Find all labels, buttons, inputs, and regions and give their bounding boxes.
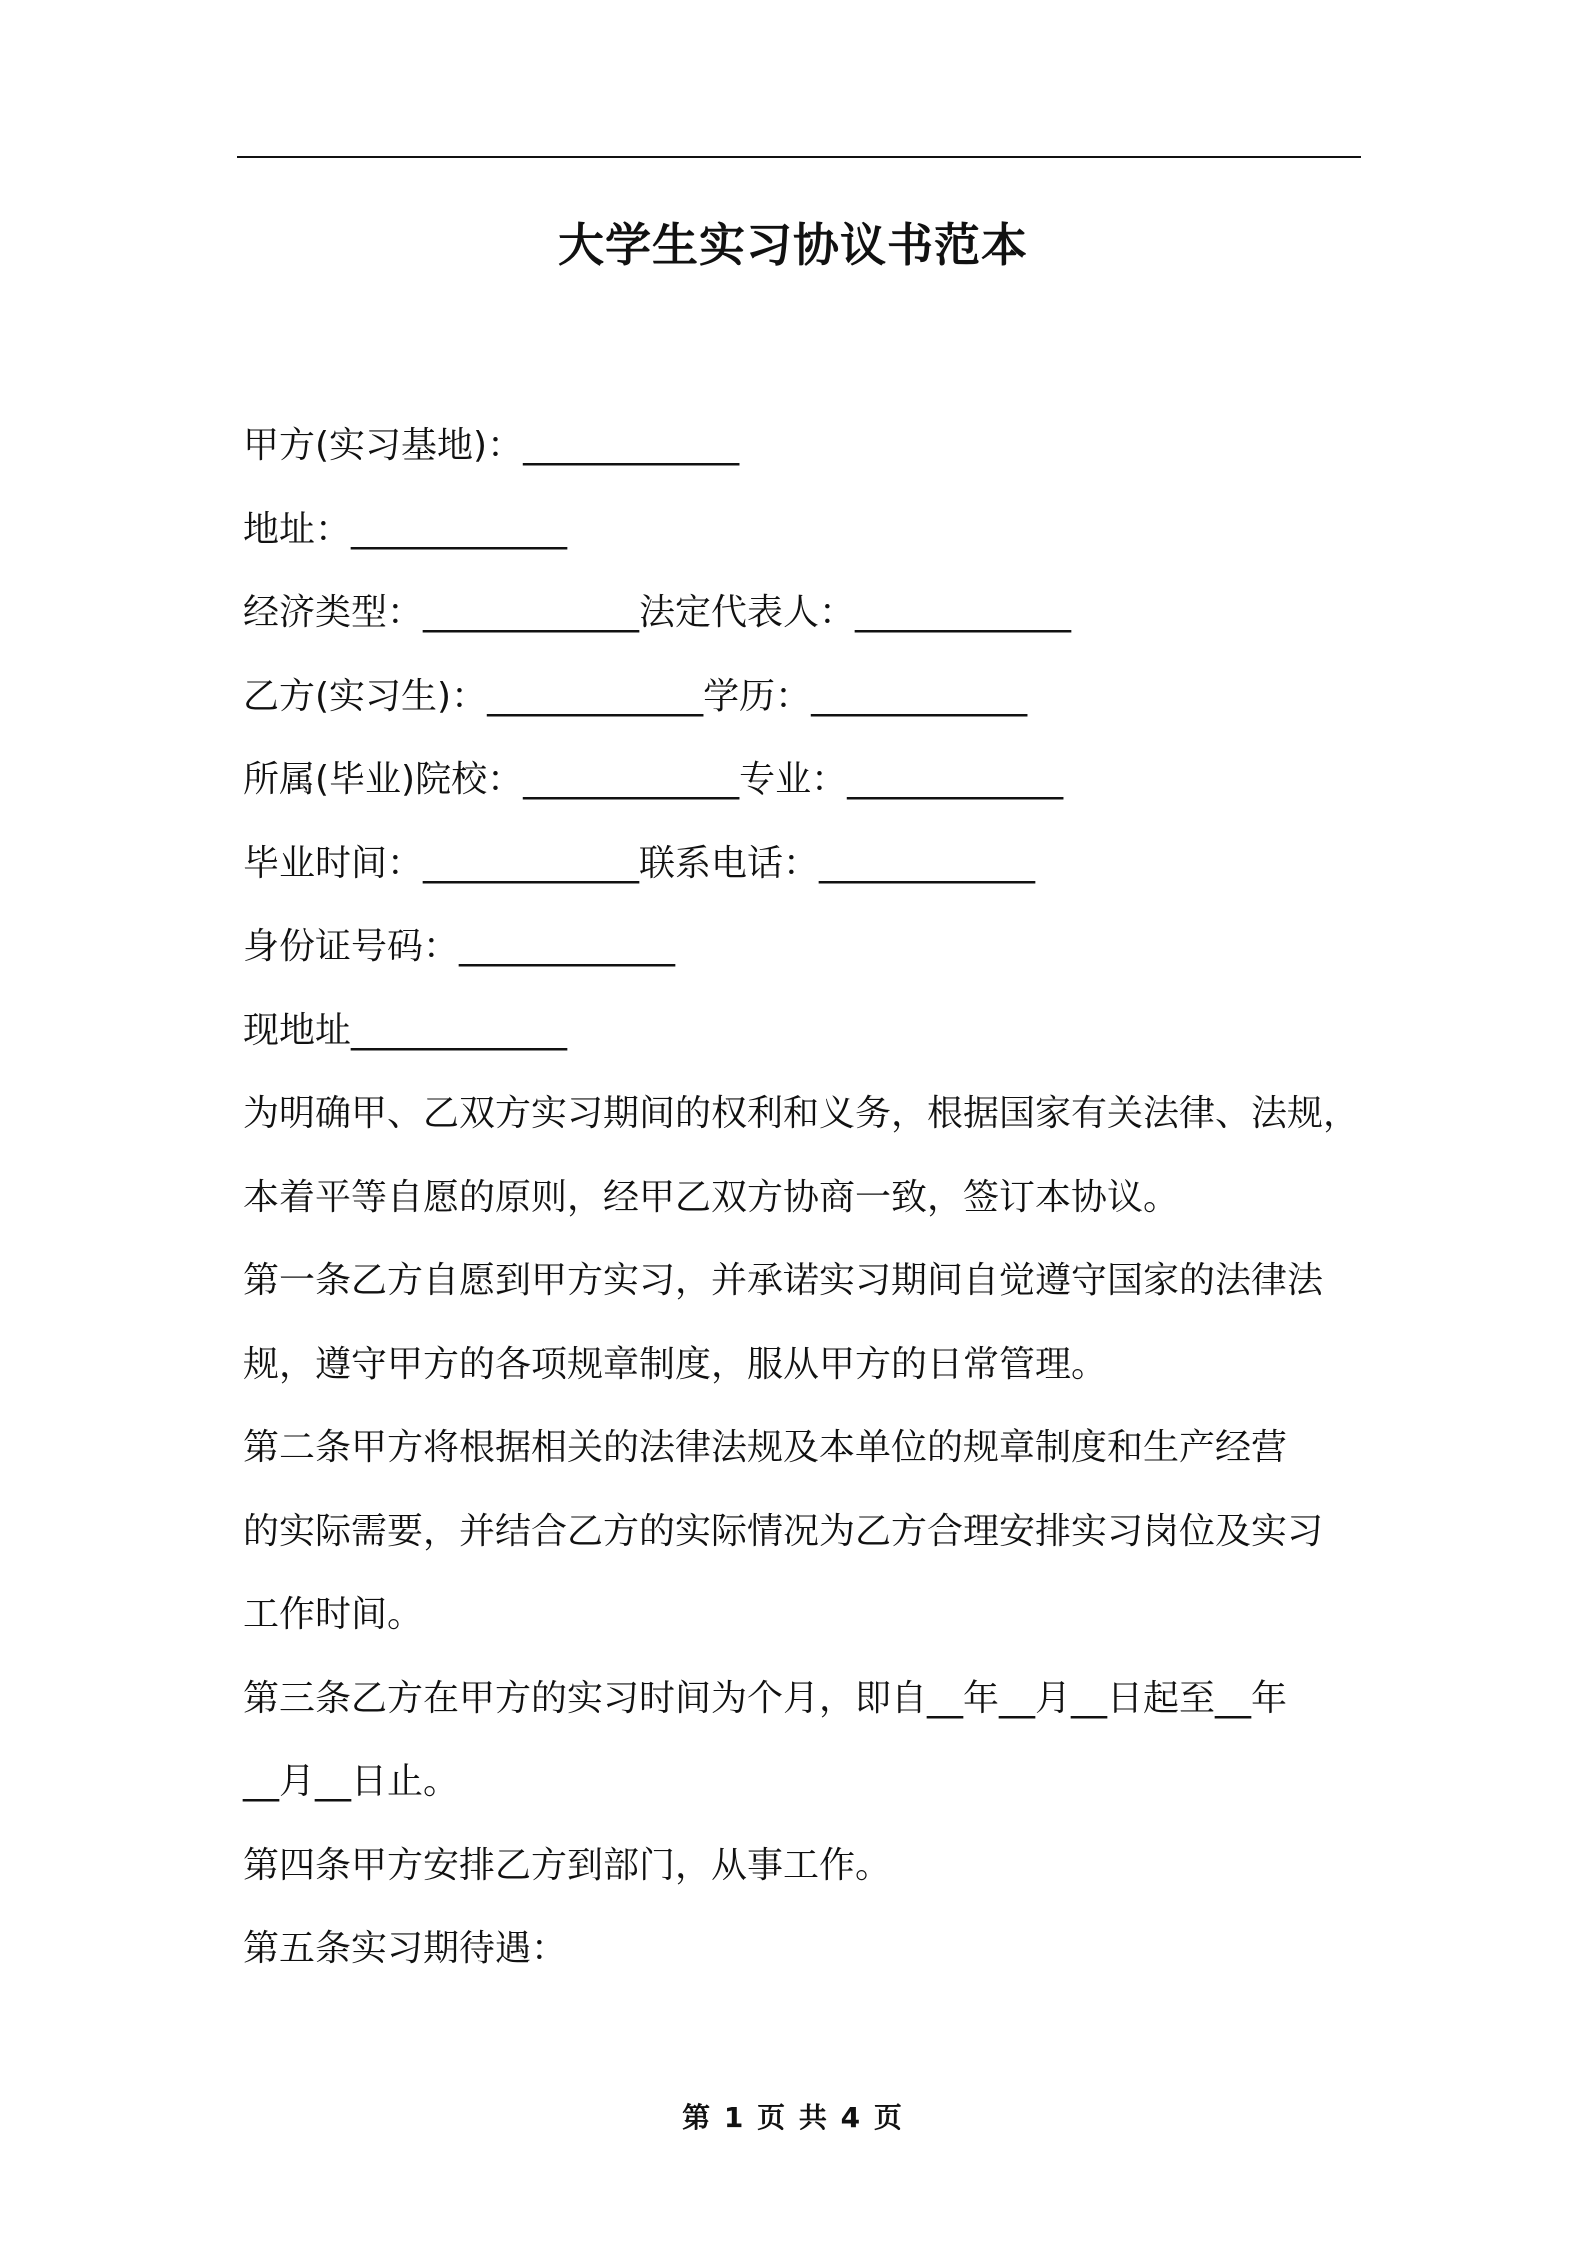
article-2-line-3: 工作时间。 — [243, 1594, 424, 1635]
document-title: 大学生实习协议书范本 — [558, 218, 1028, 272]
field-party-a: 甲方(实习基地)：____________ — [243, 425, 740, 466]
article-2-line-2: 的实际需要，并结合乙方的实际情况为乙方合理安排实习岗位及实习 — [243, 1510, 1324, 1552]
field-graduation-phone: 毕业时间：____________联系电话：____________ — [243, 842, 1036, 884]
field-id-number: 身份证号码：____________ — [243, 926, 676, 967]
document-body — [243, 404, 1358, 1991]
preamble-line-1: 为明确甲、乙双方实习期间的权利和义务，根据国家有关法律、法规， — [243, 1093, 1360, 1134]
page-number-footer: 第 1 页 共 4 页 — [682, 2101, 904, 2134]
preamble-line-2: 本着平等自愿的原则，经甲乙双方协商一致，签订本协议。 — [243, 1176, 1180, 1218]
field-party-b-education: 乙方(实习生)：____________学历：____________ — [243, 675, 1028, 717]
article-3-line-2: __月__日止。 — [243, 1761, 460, 1802]
article-5: 第五条实习期待遇： — [243, 1928, 568, 1969]
article-4: 第四条甲方安排乙方到部门，从事工作。 — [243, 1844, 892, 1886]
field-address: 地址：____________ — [243, 508, 568, 550]
header-rule — [237, 156, 1361, 158]
article-1-line-2: 规，遵守甲方的各项规章制度，服从甲方的日常管理。 — [243, 1343, 1108, 1385]
article-2-line-1: 第二条甲方将根据相关的法律法规及本单位的规章制度和生产经营 — [243, 1427, 1288, 1468]
article-1-line-1: 第一条乙方自愿到甲方实习，并承诺实习期间自觉遵守国家的法律法 — [243, 1260, 1324, 1301]
field-school-major: 所属(毕业)院校：____________专业：____________ — [243, 759, 1064, 800]
field-economic-type-legal-rep: 经济类型：____________法定代表人：____________ — [243, 592, 1072, 633]
field-current-address: 现地址____________ — [243, 1009, 568, 1051]
article-3-line-1: 第三条乙方在甲方的实习时间为个月，即自__年__月__日起至__年 — [243, 1677, 1288, 1719]
